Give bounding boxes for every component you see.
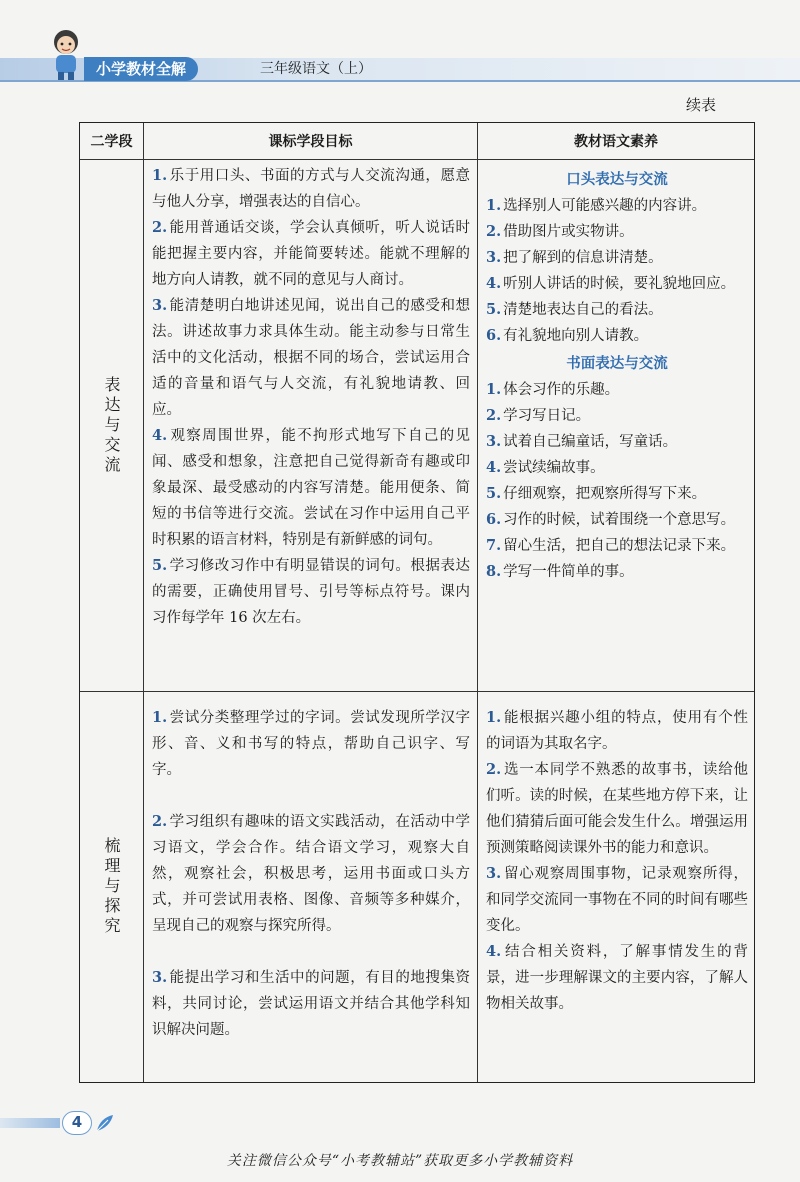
subject-title: 三年级语文（上） [260,61,372,77]
stage-label-inquiry: 梳理与探究 [102,837,121,937]
column-divider [143,123,144,1082]
stage-label-expression: 表达与交流 [102,375,121,476]
literacy-item: 6. 有礼貌地向别人请教。 [486,327,649,344]
literacy-item: 4. 结合相关资料，了解事情发生的背景，进一步理解课文的主要内容，了解人物相关故事。 [486,943,748,1012]
literacy-item: 3. 留心观察周围事物，记录观察所得，和同学交流同一事物在不同的时间有哪些变化。 [486,865,748,934]
continued-label: 续表 [686,96,717,114]
goals-cell-expression [152,163,470,631]
page-number: 4 [62,1111,92,1135]
literacy-item: 3. 试着自己编童话，写童话。 [486,433,678,450]
subhead-oral: 口头表达与交流 [566,172,668,188]
literacy-item: 1. 选择别人可能感兴趣的内容讲。 [486,197,707,214]
literacy-item: 8. 学写一件简单的事。 [486,563,634,580]
header-literacy: 教材语文素养 [574,134,658,150]
literacy-item: 2. 学习写日记。 [486,407,591,424]
goal-item: 1. 乐于用口头、书面的方式与人交流沟通，愿意与他人分享，增强表达的自信心。 [152,167,470,210]
leaf-icon [94,1112,116,1134]
literacy-cell-inquiry [486,705,748,1017]
header-goals: 课标学段目标 [268,134,353,150]
goal-item: 1. 尝试分类整理学过的字词。尝试发现所学汉字形、音、义和书写的特点，帮助自己识字、写字。 [152,709,470,778]
subhead-written: 书面表达与交流 [566,356,668,372]
row-divider [80,691,754,692]
literacy-cell-expression [486,167,748,585]
goal-item: 5. 学习修改习作中有明显错误的词句。根据表达的需要，正确使用冒号、引号等标点符号。课内习作每学年 16 次左右。 [152,557,470,626]
literacy-item: 4. 听别人讲话的时候，要礼貌地回应。 [486,275,736,292]
literacy-item: 6. 习作的时候，试着围绕一个意思写。 [486,511,736,528]
curriculum-table [79,122,755,1083]
goal-item: 4. 观察周围世界，能不拘形式地写下自己的见闻、感受和想象，注意把自己觉得新奇有趣或印象最深、最受感动的内容写清楚。能用便条、简短的书信等进行交流。尝试在习作中运用自己平时积累的语言材料，特别是有新鲜感的词句。 [152,427,470,548]
mascot-icon [44,26,88,82]
goal-item: 2. 学习组织有趣味的语文实践活动，在活动中学习语文，学会合作。结合语文学习，观察大自然，观察社会，积极思考，运用书面或口头方式，并可尝试用表格、图像、音频等多种媒介，呈现自己的观察与探究所得。 [152,813,470,934]
literacy-item: 1. 能根据兴趣小组的特点，使用有个性的词语为其取名字。 [486,709,748,752]
literacy-item: 1. 体会习作的乐趣。 [486,381,620,398]
footer-band [0,1118,60,1128]
footer-note: 关注微信公众号“小考教辅站”获取更多小学教辅资料 [226,1153,574,1169]
column-divider [477,123,478,1082]
goals-cell-inquiry [152,705,470,1043]
goal-item: 3. 能提出学习和生活中的问题，有目的地搜集资料，共同讨论，尝试运用语文并结合其他学科知识解决问题。 [152,969,470,1038]
literacy-item: 7. 留心生活，把自己的想法记录下来。 [486,537,736,554]
goal-item: 2. 能用普通话交谈，学会认真倾听，听人说话时能把握主要内容，并能简要转述。能就不理解的地方向人请教，就不同的意见与人商讨。 [152,219,470,288]
header-row-divider [80,159,754,160]
literacy-item: 3. 把了解到的信息讲清楚。 [486,249,663,266]
literacy-item: 2. 借助图片或实物讲。 [486,223,634,240]
literacy-item: 5. 清楚地表达自己的看法。 [486,301,663,318]
brand-title: 小学教材全解 [84,57,198,81]
header-stage: 二学段 [90,134,133,150]
literacy-item: 5. 仔细观察，把观察所得写下来。 [486,485,707,502]
literacy-item: 2. 选一本同学不熟悉的故事书，读给他们听。读的时候，在某些地方停下来，让他们猜猜后面可能会发生什么。增强运用预测策略阅读课外书的能力和意识。 [486,761,748,856]
goal-item: 3. 能清楚明白地讲述见闻，说出自己的感受和想法。讲述故事力求具体生动。能主动参与日常生活中的文化活动，根据不同的场合，尝试运用合适的音量和语气与人交流，有礼貌地请教、回应。 [152,297,470,418]
literacy-item: 4. 尝试续编故事。 [486,459,605,476]
